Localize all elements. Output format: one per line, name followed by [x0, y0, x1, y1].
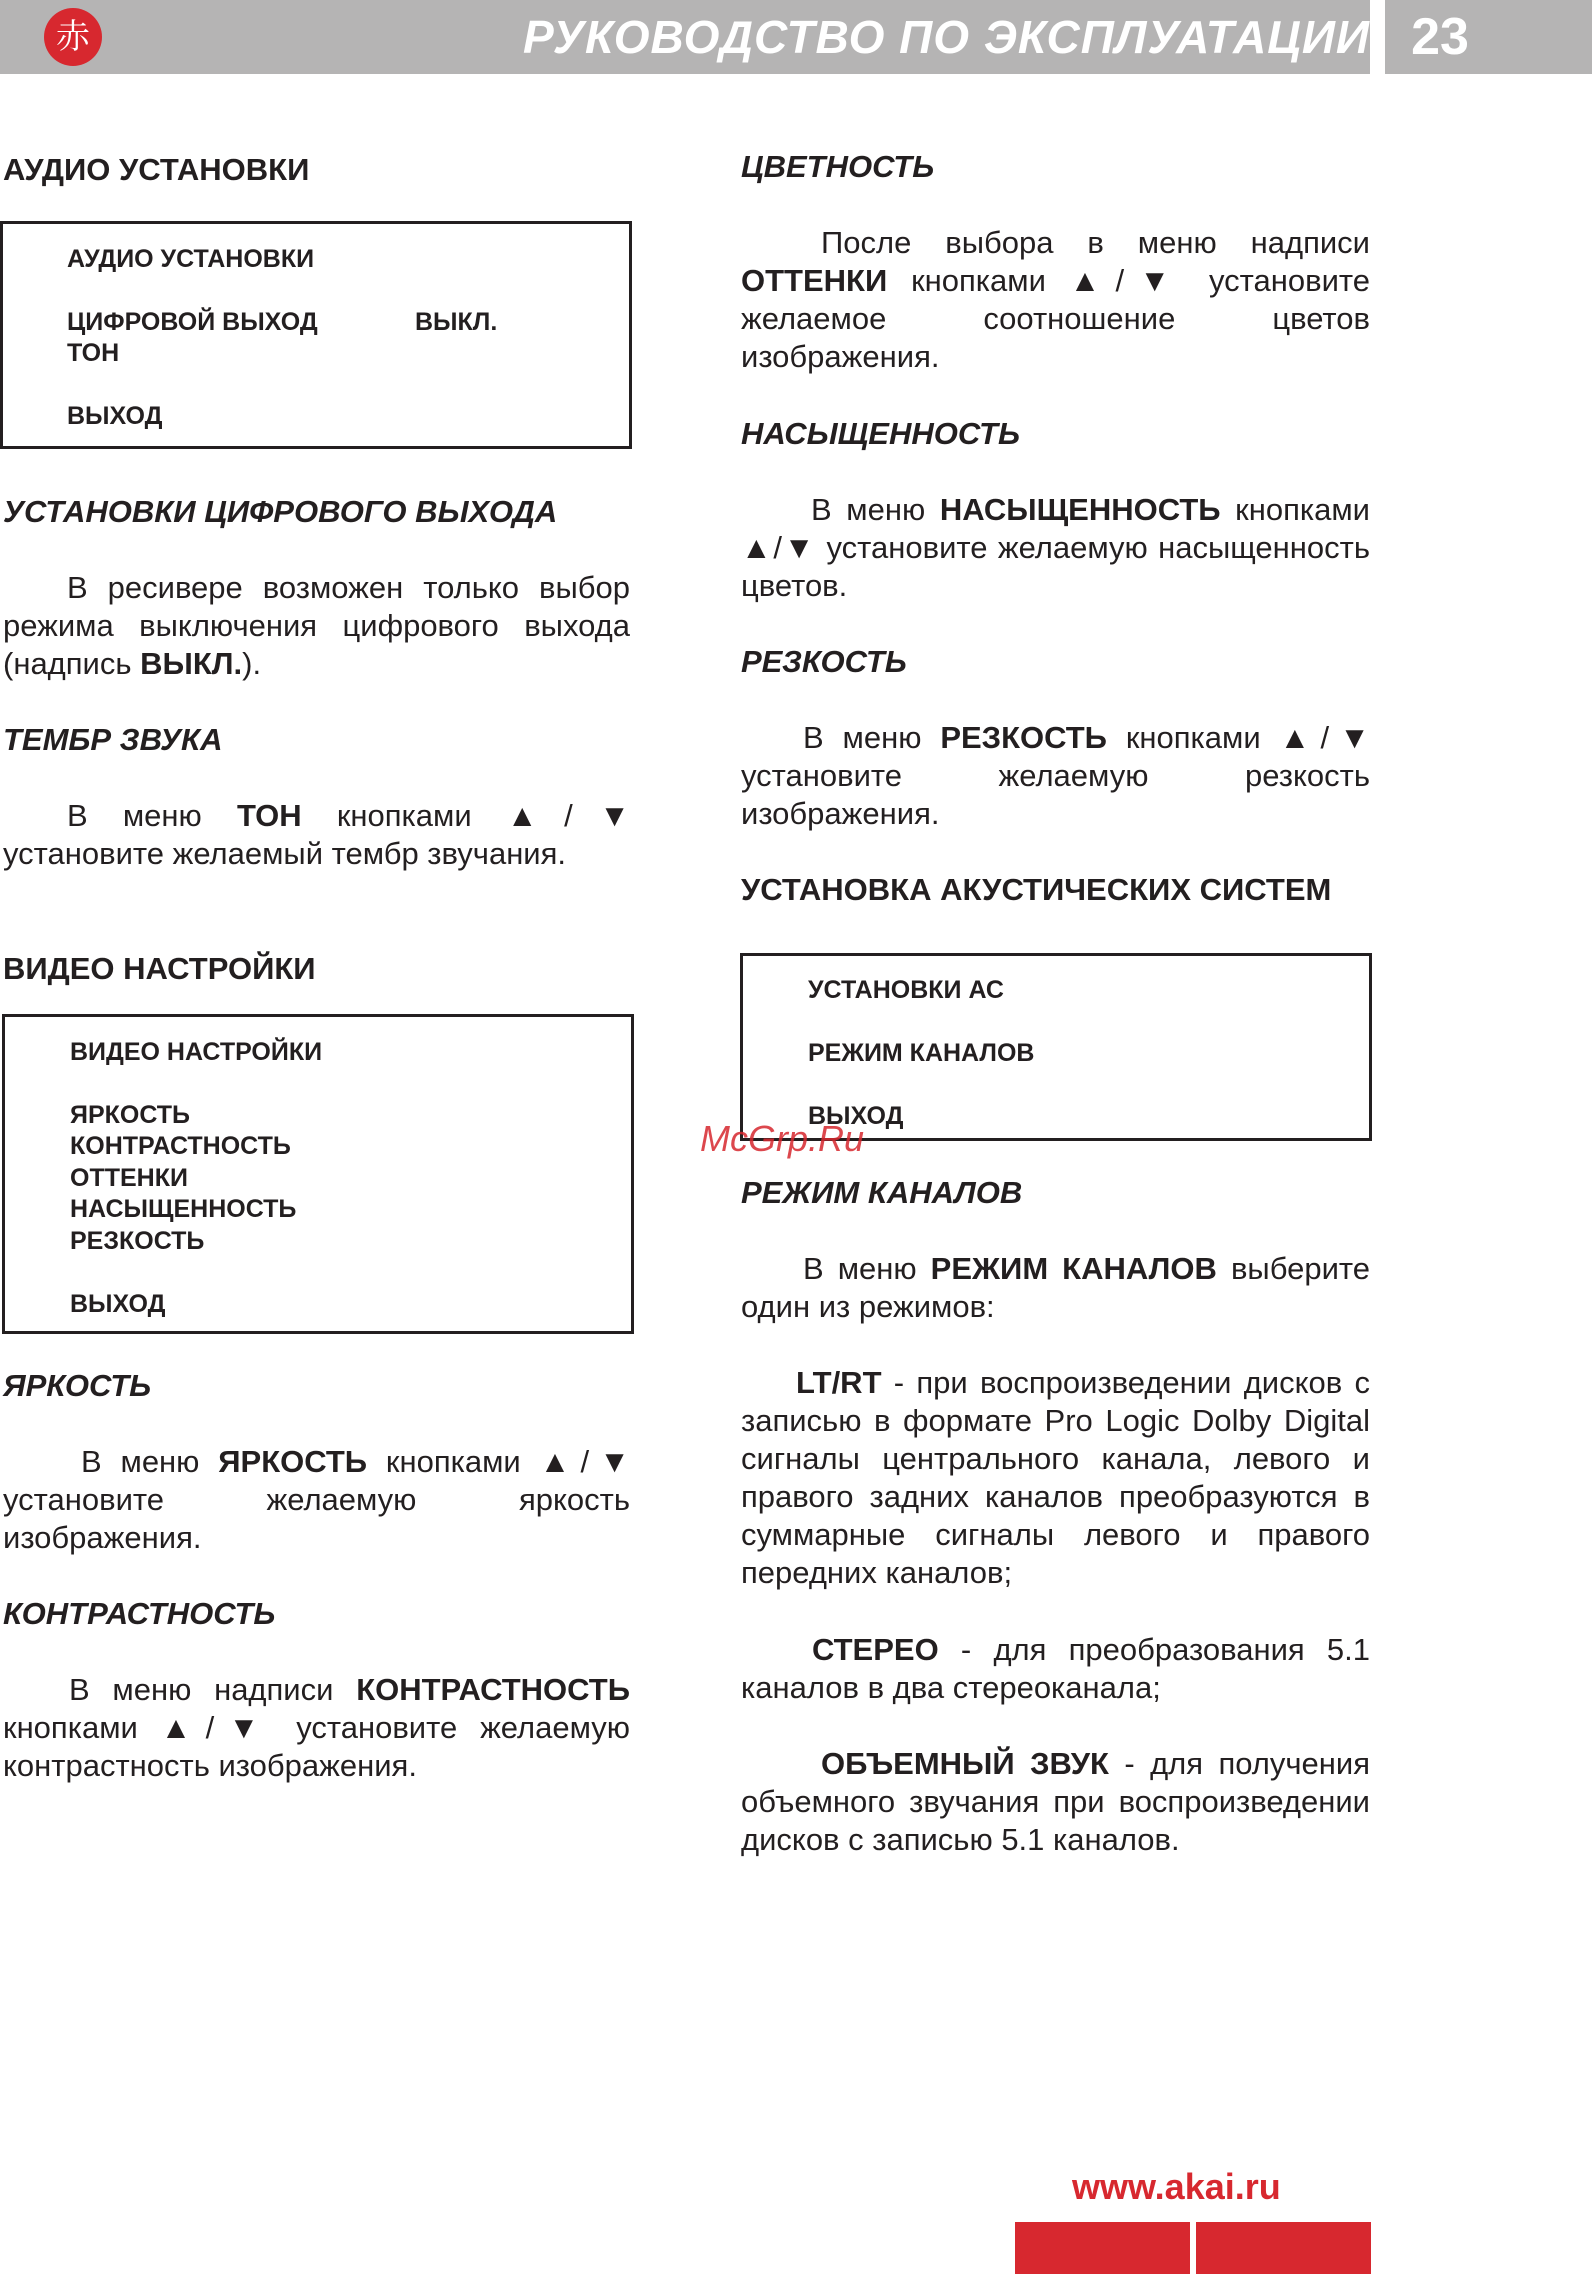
contrast-paragraph: В меню надписи КОНТРАСТНОСТЬ кнопками ▲/▼ установите желаемую контрастность изображения. — [3, 1672, 630, 1783]
video-menu-hue: ОТТЕНКИ — [70, 1164, 188, 1192]
sharpness-heading: РЕЗКОСТЬ — [741, 644, 907, 679]
speakers-heading: УСТАНОВКА АКУСТИЧЕСКИХ СИСТЕМ — [741, 872, 1332, 907]
digital-output-paragraph: В ресивере возможен только выбор режима выключения цифрового выхода (надпись ВЫКЛ.). — [3, 570, 630, 681]
timbre-paragraph: В меню ТОН кнопками ▲/▼ установите желаемый тембр звучания. — [3, 798, 630, 871]
website-link[interactable]: www.akai.ru — [1072, 2166, 1281, 2207]
ltrt-paragraph: LT/RT - при воспроизведении дисков с записью в формате Pro Logic Dolby Digital сигналы центрального канала, левого и правого задних каналов преобразуются в суммарные сигналы левого и правого передних каналов; — [741, 1365, 1370, 1590]
video-menu-contrast: КОНТРАСТНОСТЬ — [70, 1132, 291, 1160]
surround-paragraph: ОБЪЕМНЫЙ ЗВУК - для получения объемного звучания при воспроизведении дисков с записью 5.1 каналов. — [741, 1746, 1370, 1857]
speakers-menu-channel-mode: РЕЖИМ КАНАЛОВ — [808, 1039, 1035, 1067]
video-menu-saturation: НАСЫЩЕННОСТЬ — [70, 1195, 297, 1223]
timbre-heading: ТЕМБР ЗВУКА — [3, 722, 223, 757]
video-menu-brightness: ЯРКОСТЬ — [70, 1101, 191, 1129]
channel-mode-heading: РЕЖИМ КАНАЛОВ — [741, 1175, 1023, 1210]
digital-output-heading: УСТАНОВКИ ЦИФРОВОГО ВЫХОДА — [3, 494, 558, 529]
hue-heading: ЦВЕТНОСТЬ — [741, 149, 935, 184]
brightness-heading: ЯРКОСТЬ — [3, 1368, 152, 1403]
video-settings-heading: ВИДЕО НАСТРОЙКИ — [3, 951, 316, 986]
contrast-heading: КОНТРАСТНОСТЬ — [3, 1596, 276, 1631]
audio-menu-tone: ТОН — [67, 339, 120, 367]
footer-bar-left — [1015, 2222, 1190, 2274]
audio-menu-digital-out-value: ВЫКЛ. — [415, 308, 498, 336]
stereo-paragraph: СТЕРЕО - для преобразования 5.1 каналов в два стереоканала; — [741, 1632, 1370, 1705]
audio-menu-box — [0, 221, 632, 449]
audio-menu-title: АУДИО УСТАНОВКИ — [67, 245, 315, 273]
video-menu-exit: ВЫХОД — [70, 1290, 166, 1318]
speakers-menu-exit: ВЫХОД — [808, 1102, 904, 1130]
video-menu-title: ВИДЕО НАСТРОЙКИ — [70, 1038, 323, 1066]
audio-menu-exit: ВЫХОД — [67, 402, 163, 430]
audio-menu-digital-out: ЦИФРОВОЙ ВЫХОД — [67, 308, 318, 336]
sharpness-paragraph: В меню РЕЗКОСТЬ кнопками ▲/▼ установите желаемую резкость изображения. — [741, 720, 1370, 831]
page-title: РУКОВОДСТВО ПО ЭКСПЛУАТАЦИИ — [522, 11, 1370, 63]
brand-logo-icon: 赤 — [44, 8, 102, 66]
video-menu-box — [2, 1014, 634, 1334]
hue-paragraph: После выбора в меню надписи ОТТЕНКИ кнопками ▲/▼ установите желаемое соотношение цветов изображения. — [741, 225, 1370, 374]
saturation-heading: НАСЫЩЕННОСТЬ — [741, 416, 1020, 451]
brightness-paragraph: В меню ЯРКОСТЬ кнопками ▲/▼ установите желаемую яркость изображения. — [3, 1444, 630, 1555]
channel-mode-paragraph: В меню РЕЖИМ КАНАЛОВ выберите один из режимов: — [741, 1251, 1370, 1324]
page-number: 23 — [1411, 8, 1469, 66]
audio-settings-heading: АУДИО УСТАНОВКИ — [3, 152, 310, 187]
speakers-menu-box — [740, 953, 1372, 1141]
saturation-paragraph: В меню НАСЫЩЕННОСТЬ кнопками ▲/▼ установите желаемую насыщенность цветов. — [741, 492, 1370, 603]
footer-bar-right — [1196, 2222, 1371, 2274]
speakers-menu-title: УСТАНОВКИ АС — [808, 976, 1004, 1004]
watermark: McGrp.Ru — [700, 1118, 865, 1159]
video-menu-sharpness: РЕЗКОСТЬ — [70, 1227, 205, 1255]
